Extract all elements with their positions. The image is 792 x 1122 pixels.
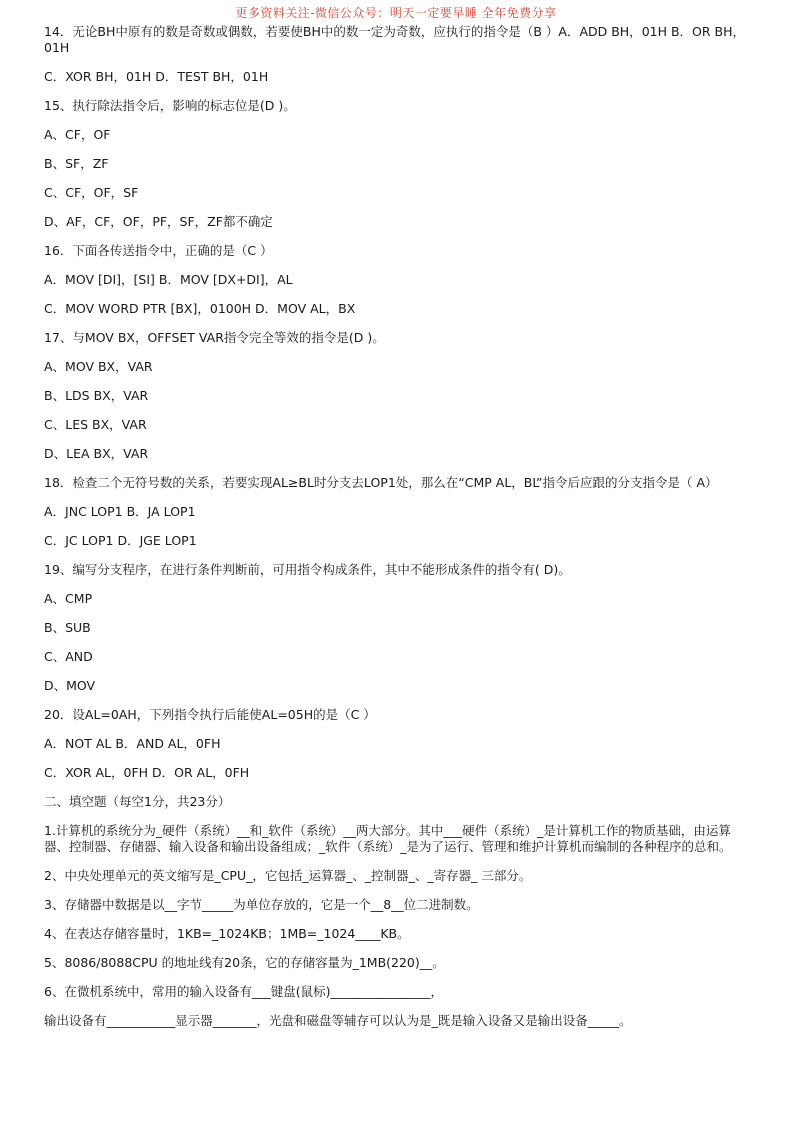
q19-option-d: D、MOV — [44, 678, 96, 693]
q20-options-ab: A．NOT AL B．AND AL，0FH — [44, 736, 221, 751]
q17-option-d: D、LEA BX，VAR — [44, 446, 149, 461]
section-two-heading: 二、填空题（每空1分，共23分） — [44, 794, 231, 809]
q15-option-b: B、SF，ZF — [44, 156, 109, 171]
q19-option-b: B、SUB — [44, 620, 91, 635]
q18-options-cd: C．JC LOP1 D．JGE LOP1 — [44, 533, 197, 548]
q15-text: 15、执行除法指令后，影响的标志位是(D )。 — [44, 98, 296, 113]
q14-options-cd: C．XOR BH，01H D．TEST BH，01H — [44, 69, 269, 84]
q18-text: 18．检查二个无符号数的关系，若要实现AL≥BL时分支去LOP1处，那么在“CMP AL，BL”指令后应跟的分支指令是（ A） — [44, 475, 718, 490]
fill-q6-text: 6、在微机系统中，常用的输入设备有___键盘(鼠标)________________， — [44, 984, 443, 999]
q19-option-a: A、CMP — [44, 591, 93, 606]
q18-options-ab: A．JNC LOP1 B．JA LOP1 — [44, 504, 196, 519]
q14-text: 14．无论BH中原有的数是奇数或偶数，若要使BH中的数一定为奇数，应执行的指令是（B ）A．ADD BH，01H B．OR BH，01H — [44, 24, 746, 55]
q15-option-a: A、CF，OF — [44, 127, 111, 142]
fill-q3-text: 3、存储器中数据是以__字节_____为单位存放的，它是一个__8__位二进制数。 — [44, 897, 479, 912]
q19-option-c: C、AND — [44, 649, 93, 664]
q15-option-c: C、CF，OF，SF — [44, 185, 139, 200]
q17-option-c: C、LES BX，VAR — [44, 417, 147, 432]
fill-q5-text: 5、8086/8088CPU 的地址线有20条，它的存储容量为_1MB(220)__。 — [44, 955, 445, 970]
fill-q1-text: 1.计算机的系统分为_硬件（系统）__和_软件（系统）__两大部分。其中___硬件（系统）_是计算机工作的物质基础，由运算器、控制器、存储器、输入设备和输出设备组成；_软件（系统）_是为了运行、管理和维护计算机而编制的各种程序的总和。 — [44, 823, 732, 854]
page-header-banner: 更多资料关注-微信公众号：明天一定要早睡 全年免费分享 — [235, 6, 557, 20]
q16-options-ab: A．MOV [DI]，[SI] B．MOV [DX+DI]，AL — [44, 272, 293, 287]
document-body — [44, 24, 750, 1029]
q16-options-cd: C．MOV WORD PTR [BX]，0100H D．MOV AL，BX — [44, 301, 356, 316]
fill-q2-text: 2、中央处理单元的英文缩写是_CPU_，它包括_运算器_、_控制器_、_寄存器_ 三部分。 — [44, 868, 532, 883]
fill-q6-continuation: 输出设备有___________显示器_______，光盘和磁盘等辅存可以认为是_既是输入设备又是输出设备_____。 — [44, 1013, 632, 1028]
q20-options-cd: C．XOR AL，0FH D．OR AL，0FH — [44, 765, 250, 780]
fill-q4-text: 4、在表达存储容量时，1KB=_1024KB；1MB=_1024____KB。 — [44, 926, 410, 941]
q16-text: 16．下面各传送指令中，正确的是（C ） — [44, 243, 273, 258]
q20-text: 20．设AL=0AH，下列指令执行后能使AL=05H的是（C ） — [44, 707, 376, 722]
q19-text: 19、编写分支程序，在进行条件判断前，可用指令构成条件，其中不能形成条件的指令有( D)。 — [44, 562, 571, 577]
q17-option-b: B、LDS BX，VAR — [44, 388, 149, 403]
q17-option-a: A、MOV BX，VAR — [44, 359, 153, 374]
q17-text: 17、与MOV BX，OFFSET VAR指令完全等效的指令是(D )。 — [44, 330, 385, 345]
q15-option-d: D、AF，CF，OF，PF，SF，ZF都不确定 — [44, 214, 273, 229]
